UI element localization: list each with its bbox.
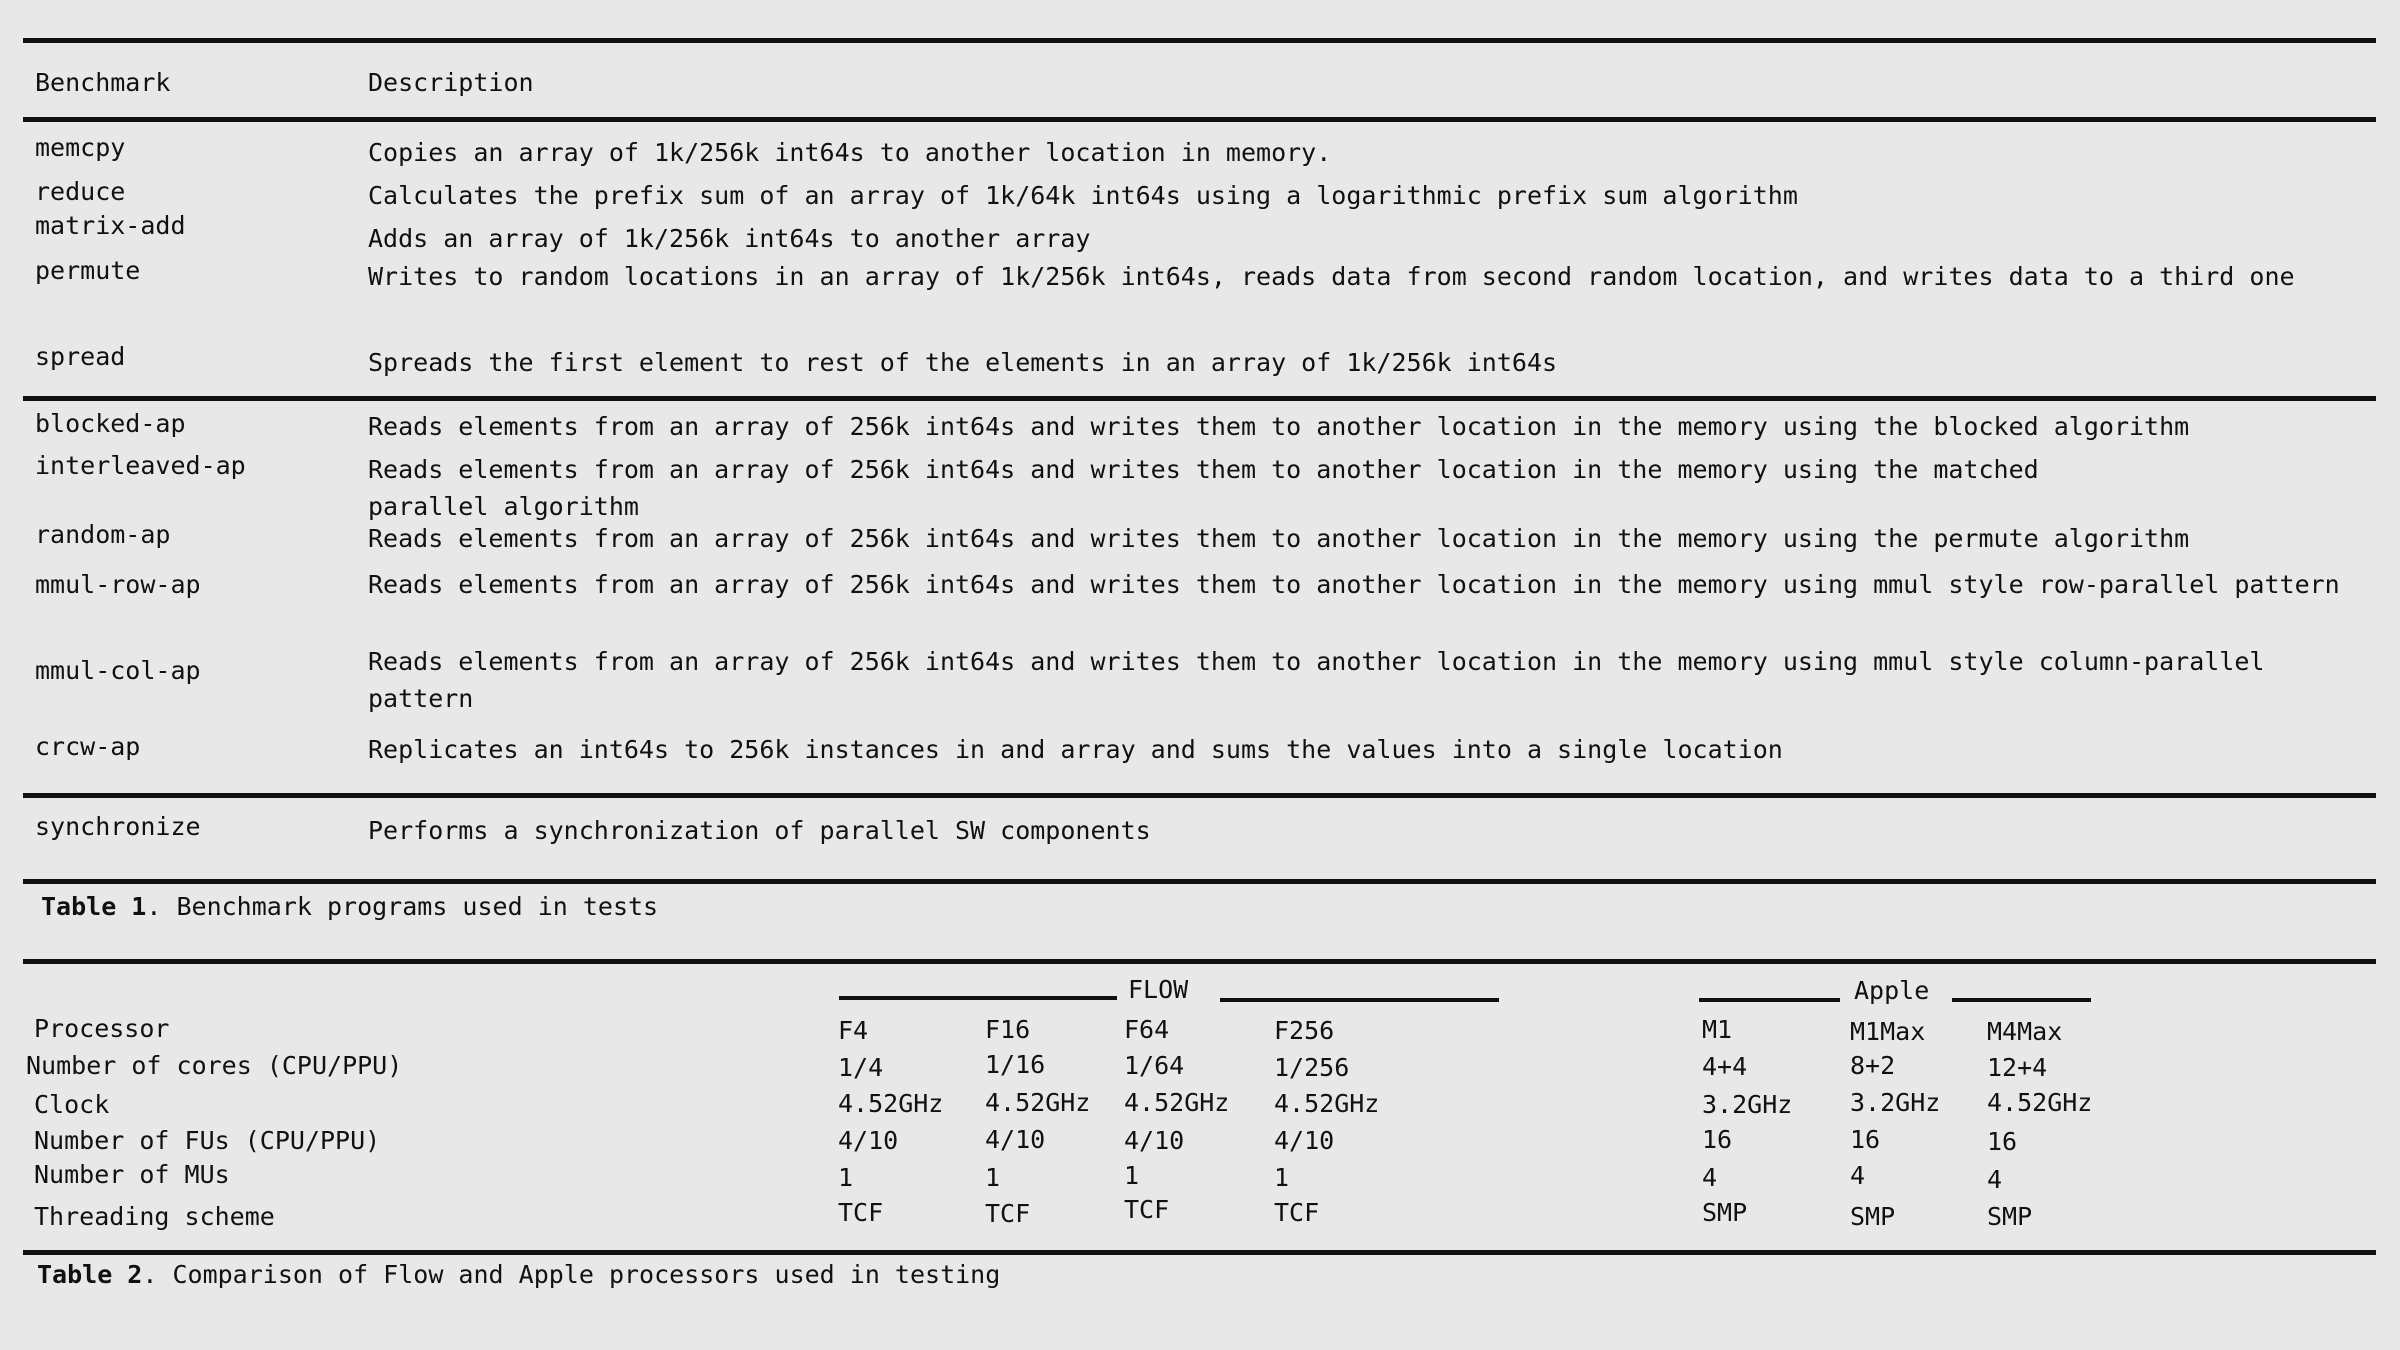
- benchmark-description: Performs a synchronization of parallel SW components: [368, 816, 1151, 845]
- benchmark-name: random-ap: [35, 520, 171, 549]
- table-cell: 4.52GHz: [985, 1088, 1091, 1117]
- table-cell: 4: [1850, 1161, 1866, 1190]
- benchmark-name: spread: [35, 342, 126, 371]
- table-cell: 1/64: [1124, 1051, 1185, 1080]
- table-cell: 4: [1702, 1163, 1718, 1192]
- benchmark-description: Calculates the prefix sum of an array of 1k/64k int64s using a logarithmic prefix sum algorithm: [368, 181, 1798, 210]
- flow-group-line-right: [1220, 998, 1499, 1002]
- table-cell: 1: [838, 1163, 854, 1192]
- benchmark-description: Writes to random locations in an array of 1k/256k int64s, reads data from second random location, and writes data to a third one: [368, 262, 2295, 291]
- benchmark-description: Spreads the first element to rest of the elements in an array of 1k/256k int64s: [368, 348, 1558, 377]
- table-cell: 1/4: [838, 1053, 884, 1082]
- column-header: F64: [1124, 1015, 1170, 1044]
- table-cell: 4/10: [985, 1125, 1046, 1154]
- benchmark-description: Reads elements from an array of 256k int64s and writes them to another location in the memory using the blocked algorithm: [368, 412, 2190, 441]
- table-cell: TCF: [1124, 1195, 1170, 1224]
- table2-top-rule: [23, 959, 2376, 964]
- apple-group-line-left: [1699, 998, 1840, 1002]
- table1-header-rule: [23, 117, 2376, 122]
- table1-caption-text: . Benchmark programs used in tests: [146, 892, 659, 921]
- benchmark-description: Adds an array of 1k/256k int64s to another array: [368, 224, 1091, 253]
- benchmark-description: Reads elements from an array of 256k int64s and writes them to another location in the memory using mmul style row-parallel pattern: [368, 570, 2340, 599]
- benchmark-name: mmul-row-ap: [35, 570, 201, 599]
- table-cell: 12+4: [1987, 1053, 2048, 1082]
- table-cell: 4/10: [1274, 1126, 1335, 1155]
- row-label: Number of cores (CPU/PPU): [26, 1051, 403, 1080]
- table-cell: 4/10: [838, 1126, 899, 1155]
- table1-group-rule: [23, 793, 2376, 798]
- row-label: Number of MUs: [34, 1160, 230, 1189]
- benchmark-name: blocked-ap: [35, 409, 186, 438]
- apple-group-line-right: [1952, 998, 2091, 1002]
- table-cell: TCF: [985, 1199, 1031, 1228]
- table-cell: 1: [1124, 1161, 1140, 1190]
- table-cell: SMP: [1850, 1202, 1896, 1231]
- benchmark-name: mmul-col-ap: [35, 656, 201, 685]
- column-header: F16: [985, 1015, 1031, 1044]
- benchmark-description: Reads elements from an array of 256k int64s and writes them to another location in the memory using the matched parallel algorithm: [368, 455, 2039, 521]
- table-cell: 1: [1274, 1163, 1290, 1192]
- table-cell: 4+4: [1702, 1052, 1748, 1081]
- benchmark-description: Replicates an int64s to 256k instances in and array and sums the values into a single location: [368, 735, 1783, 764]
- row-label: Threading scheme: [34, 1202, 275, 1231]
- table-cell: SMP: [1987, 1202, 2033, 1231]
- flow-group-line-left: [839, 996, 1117, 1000]
- table1-header-description: Description: [368, 68, 534, 97]
- processor-header: Processor: [34, 1014, 170, 1043]
- benchmark-name: matrix-add: [35, 211, 186, 240]
- table-cell: TCF: [1274, 1198, 1320, 1227]
- table-cell: 16: [1850, 1125, 1881, 1154]
- table-cell: 1: [985, 1163, 1001, 1192]
- table-cell: SMP: [1702, 1198, 1748, 1227]
- table-cell: 4.52GHz: [1987, 1088, 2093, 1117]
- table-cell: 3.2GHz: [1702, 1090, 1793, 1119]
- benchmark-description: Reads elements from an array of 256k int64s and writes them to another location in the memory using the permute algorithm: [368, 524, 2190, 553]
- table2-caption: [37, 1260, 1000, 1289]
- column-header: M4Max: [1987, 1017, 2063, 1046]
- row-label: Clock: [34, 1090, 110, 1119]
- row-label: Number of FUs (CPU/PPU): [34, 1126, 381, 1155]
- benchmark-name: interleaved-ap: [35, 451, 246, 480]
- table2-caption-text: . Comparison of Flow and Apple processors used in testing: [142, 1260, 1001, 1289]
- table1-top-rule: [23, 38, 2376, 43]
- table-cell: 16: [1702, 1125, 1733, 1154]
- table1-caption: [41, 892, 658, 921]
- column-header: F4: [838, 1016, 869, 1045]
- benchmark-name: synchronize: [35, 812, 201, 841]
- table-cell: 4/10: [1124, 1126, 1185, 1155]
- table-cell: 1/256: [1274, 1053, 1350, 1082]
- table1-caption-label: Table 1: [41, 892, 147, 921]
- column-header: M1Max: [1850, 1017, 1926, 1046]
- table-cell: 3.2GHz: [1850, 1088, 1941, 1117]
- table-cell: 4: [1987, 1165, 2003, 1194]
- benchmark-description: Reads elements from an array of 256k int64s and writes them to another location in the memory using mmul style column-parallel pattern: [368, 647, 2265, 713]
- benchmark-name: memcpy: [35, 133, 126, 162]
- table-cell: TCF: [838, 1198, 884, 1227]
- table1-header-benchmark: Benchmark: [35, 68, 171, 97]
- apple-group-label: Apple: [1854, 976, 1930, 1005]
- table-cell: 1/16: [985, 1050, 1046, 1079]
- column-header: M1: [1702, 1015, 1733, 1044]
- table2-bottom-rule: [23, 1250, 2376, 1255]
- benchmark-name: reduce: [35, 177, 126, 206]
- benchmark-name: permute: [35, 256, 141, 285]
- table-cell: 8+2: [1850, 1051, 1896, 1080]
- table-cell: 16: [1987, 1127, 2018, 1156]
- table1-group-rule: [23, 396, 2376, 401]
- column-header: F256: [1274, 1016, 1335, 1045]
- flow-group-label: FLOW: [1128, 975, 1189, 1004]
- table-cell: 4.52GHz: [1124, 1088, 1230, 1117]
- benchmark-name: crcw-ap: [35, 732, 141, 761]
- table-cell: 4.52GHz: [838, 1089, 944, 1118]
- table2-caption-label: Table 2: [37, 1260, 143, 1289]
- table1-bottom-rule: [23, 879, 2376, 884]
- benchmark-description: Copies an array of 1k/256k int64s to another location in memory.: [368, 138, 1332, 167]
- table-cell: 4.52GHz: [1274, 1089, 1380, 1118]
